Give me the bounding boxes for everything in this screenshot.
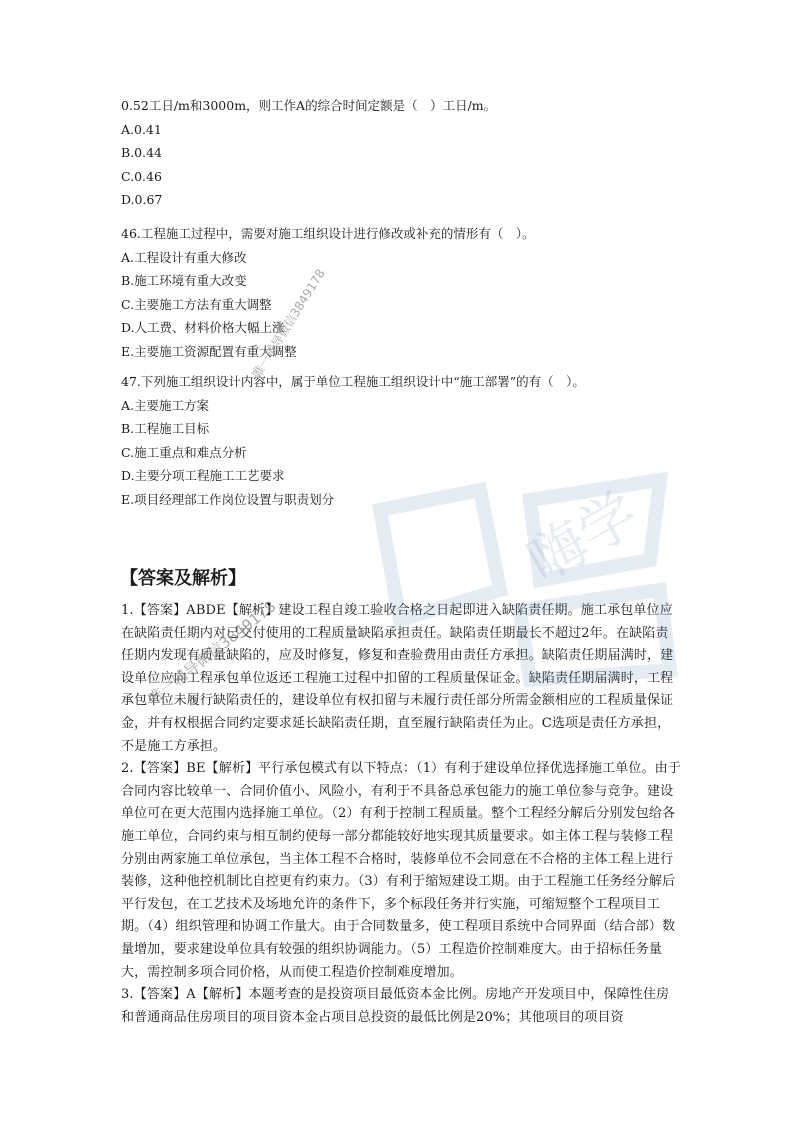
option-d: D.主要分项工程施工工艺要求 bbox=[121, 468, 285, 483]
watermark-text-1: 唯一辅导微信3849178 bbox=[249, 266, 328, 381]
watermark-brand: 嗨学 bbox=[515, 478, 650, 596]
option-c: C.主要施工方法有重大调整 bbox=[121, 296, 272, 312]
question-46 bbox=[121, 222, 691, 363]
answer-1: 1.【答案】ABDE【解析】建设工程自竣工验收合格之日起即进入缺陷责任期。施工承包单位应在缺陷责任期内对已交付使用的工程质量缺陷承担责任。缺陷责任期最长不超过2年。在缺陷责任期内发现有质量缺陷的，应及时修复，修复和查验费用由责任方承担。缺陷责任期届满时，建设单位应向工程承包单位返还工程施工过程中扣留的工程质量保证金。缺陷责任期届满时，工程承包单位未履行缺陷责任的，建设单位有权扣留与未履行责任部分所需金额相应的工程质量保证金，并有权根据合同约定要求延长缺陷责任期，直至履行缺陷责任为止。C选项是责任方承担，不是施工方承担。 bbox=[121, 603, 674, 754]
option-b: B.工程施工目标 bbox=[121, 421, 210, 436]
question-45 bbox=[121, 94, 691, 212]
question-stem: 47.下列施工组织设计内容中，属于单位工程施工组织设计中“施工部署”的有（ ）。 bbox=[121, 374, 585, 389]
answer-2: 2.【答案】BE【解析】平行承包模式有以下特点：（1）有利于建设单位择优选择施工单位。由于合同内容比较单一、合同价值小、风险小，有利于不具备总承包能力的施工单位参与竞争。建设单位可在更大范围内选择施工单位。（2）有利于控制工程质量。整个工程经分解后分别发包给各施工单位，合同约束与相互制约使每一部分都能较好地实现其质量要求。如主体工程与装修工程分别由两家施工单位承包，当主体工程不合格时，装修单位不会同意在不合格的主体工程上进行装修，这种他控机制比自控更有约束力。（3）有利于缩短建设工期。由于工程施工任务经分解后平行发包，在工艺技术及场地允许的条件下，多个标段任务并行实施，可缩短整个工程项目工期。（4）组织管理和协调工作量大。由于合同数量多，使工程项目系统中合同界面（结合部）数量增加，要求建设单位具有较强的组织协调能力。（5）工程造价控制难度大。由于招标任务量大，需控制多项合同价格，从而使工程造价控制难度增加。 bbox=[121, 761, 681, 980]
question-stem: 46.工程施工过程中，需要对施工组织设计进行修改或补充的情形有（ ）。 bbox=[121, 226, 535, 241]
option-c: C.0.46 bbox=[121, 168, 162, 184]
option-a: A.0.41 bbox=[121, 121, 162, 137]
option-c: C.施工重点和难点分析 bbox=[121, 444, 247, 460]
option-e: E.主要施工资源配置有重大调整 bbox=[121, 343, 297, 359]
watermark-text-2: 唯一辅导微信3849178 bbox=[144, 597, 280, 708]
option-e: E.项目经理部工作岗位设置与职责划分 bbox=[121, 491, 335, 507]
watermark-logo-icon bbox=[360, 470, 680, 690]
option-a: A.主要施工方案 bbox=[121, 397, 210, 413]
question-stem: 0.52工日/m和3000m，则工作A的综合时间定额是（ ）工日/m。 bbox=[121, 98, 497, 113]
answer-3: 3.【答案】A【解析】本题考查的是投资项目最低资本金比例。房地产开发项目中，保障性住房和普通商品住房项目的项目资本金占项目总投资的最低比例是20%；其他项目的项目资 bbox=[121, 987, 670, 1025]
option-d: D.人工费、材料价格大幅上涨 bbox=[121, 320, 285, 335]
answers-heading: 【答案及解析】 bbox=[120, 568, 246, 589]
option-d: D.0.67 bbox=[121, 192, 163, 207]
option-b: B.0.44 bbox=[121, 145, 162, 160]
option-a: A.工程设计有重大修改 bbox=[121, 249, 247, 265]
option-b: B.施工环境有重大改变 bbox=[121, 273, 247, 288]
